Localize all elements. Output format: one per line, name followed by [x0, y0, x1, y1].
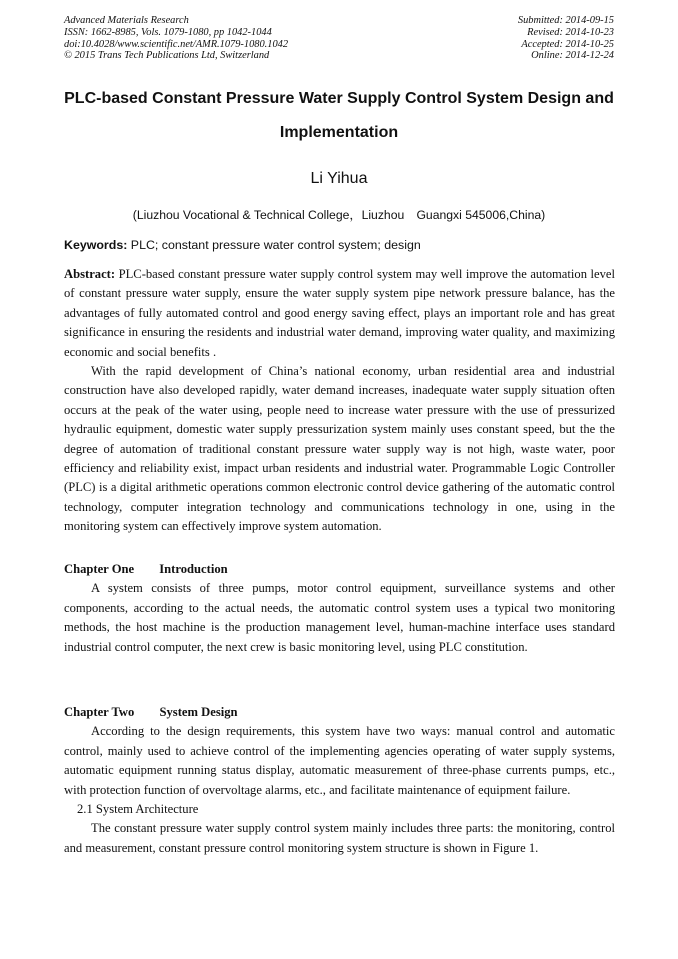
chapter-one: [64, 560, 615, 657]
accepted-date: Accepted: 2014-10-25: [521, 38, 614, 50]
abstract-section: [64, 265, 615, 537]
chapter-two-paragraph: According to the design requirements, this system have two ways: manual control and automatic control, mainly used to achieve control of the implementing agencies operating of water supply systems, automatic equipment running status display, automatic measurement of three-phase currents pumps, etc., with protection function of overvoltage alarms, etc., and facilitate maintenance of equipment failure.: [64, 724, 615, 797]
issn: ISSN: 1662-8985, Vols. 1079-1080, pp 1042-1044: [64, 26, 272, 38]
chapter-one-paragraph: A system consists of three pumps, motor control equipment, surveillance systems and other components, according to the actual needs, the automatic control system uses a typical two monitoring methods, the host machine is the production management level, human-machine interface uses standard industrial control computer, the next crew is basic monitoring level, using PLC constitution.: [64, 581, 615, 654]
chapter-one-heading: Chapter One Introduction: [64, 562, 228, 576]
keywords-text: PLC; constant pressure water control system; design: [127, 238, 421, 252]
doi: doi:10.4028/www.scientific.net/AMR.1079-1080.1042: [64, 38, 289, 50]
title-line-2: Implementation: [279, 124, 399, 141]
abstract: [64, 265, 615, 362]
affiliation: (Liuzhou Vocational & Technical College，Liuzhou Guangxi 545006,China): [132, 208, 546, 222]
keywords-label: Keywords:: [64, 238, 128, 252]
dates-info: [518, 15, 614, 62]
chapter-two-heading: Chapter Two System Design: [64, 705, 238, 719]
online-date: Online: 2014-12-24: [531, 50, 614, 62]
chapter-two: [64, 703, 615, 858]
intro-paragraph: With the rapid development of China’s national economy, urban residential area and industrial construction have also developed rapidly, water demand increases, inadequate water supply situation often occurs at the peak of the water using, people need to increase water pressure with the use of pressurized hydraulic equipment, domestic water supply pressurization system mainly uses constant speed, but the the degree of automation of traditional constant pressure water supply way is not high, waste water, poor efficiency and reliability exist, impact urban residents and industrial water. Programmable Logic Controller (PLC) is a digital arithmetic operations common electronic control device gathering of the automatic control technology, computer integration technology and communications technology in one, using in the monitoring system can effectively improve system automation.: [64, 364, 615, 534]
keywords: [64, 238, 421, 252]
revised-date: Revised: 2014-10-23: [527, 26, 614, 38]
abstract-label: Abstract:: [64, 267, 116, 281]
submitted-date: Submitted: 2014-09-15: [517, 15, 614, 26]
journal-name: Advanced Materials Research: [64, 15, 189, 26]
title-line-1: PLC-based Constant Pressure Water Supply Control System Design and: [64, 90, 614, 107]
journal-info: [64, 15, 288, 62]
abstract-text: PLC-based constant pressure water supply control system may well improve the automation level of constant pressure water supply, ensure the water supply system pipe network pressure balance, has the advantages of fully automated control and good energy saving effect, plays an important role and has great significance in ensuring the residents and industrial water demand, improving water quality, and maximizing economic and social benefits .: [64, 267, 615, 359]
author: Li Yihua: [310, 170, 368, 187]
section-2-1-paragraph: The constant pressure water supply control system mainly includes three parts: the monitoring, control and measurement, constant pressure control monitoring system structure is shown in Figure 1.: [64, 821, 615, 855]
section-2-1-heading: 2.1 System Architecture: [77, 802, 199, 817]
copyright: © 2015 Trans Tech Publications Ltd, Switzerland: [64, 50, 270, 62]
